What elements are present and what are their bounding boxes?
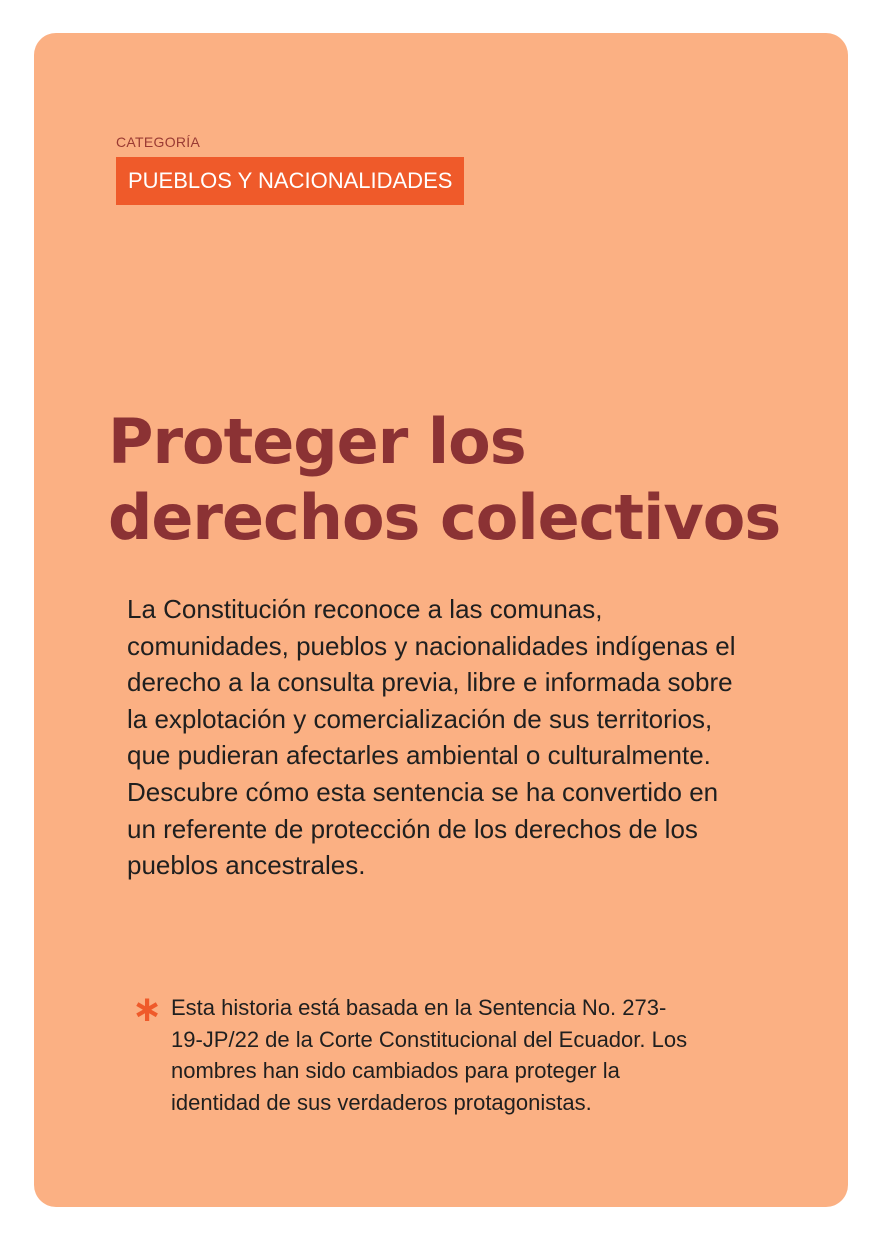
- page-title: Proteger los derechos colectivos: [108, 405, 781, 554]
- category-label: CATEGORÍA: [116, 134, 201, 150]
- category-badge: PUEBLOS Y NACIONALIDADES: [116, 157, 464, 205]
- intro-paragraph: La Constitución reconoce a las comunas, comunidades, pueblos y nacionalidades indígenas el derecho a la consulta previa, libre e informada sobre la explotación y comercialización de sus territorios, que pudieran afectarles ambiental o culturalmente. Descubre cómo esta sentencia se ha convertido en un referente de protección de los derechos de los pueblos ancestrales.: [127, 594, 736, 881]
- footnote-text: Esta historia está basada en la Sentencia No. 273-19-JP/22 de la Corte Constitucional del Ecuador. Los nombres han sido cambiados para proteger la identidad de sus verdaderos protagonistas.: [171, 995, 688, 1115]
- asterisk-icon: ∗: [132, 989, 163, 1030]
